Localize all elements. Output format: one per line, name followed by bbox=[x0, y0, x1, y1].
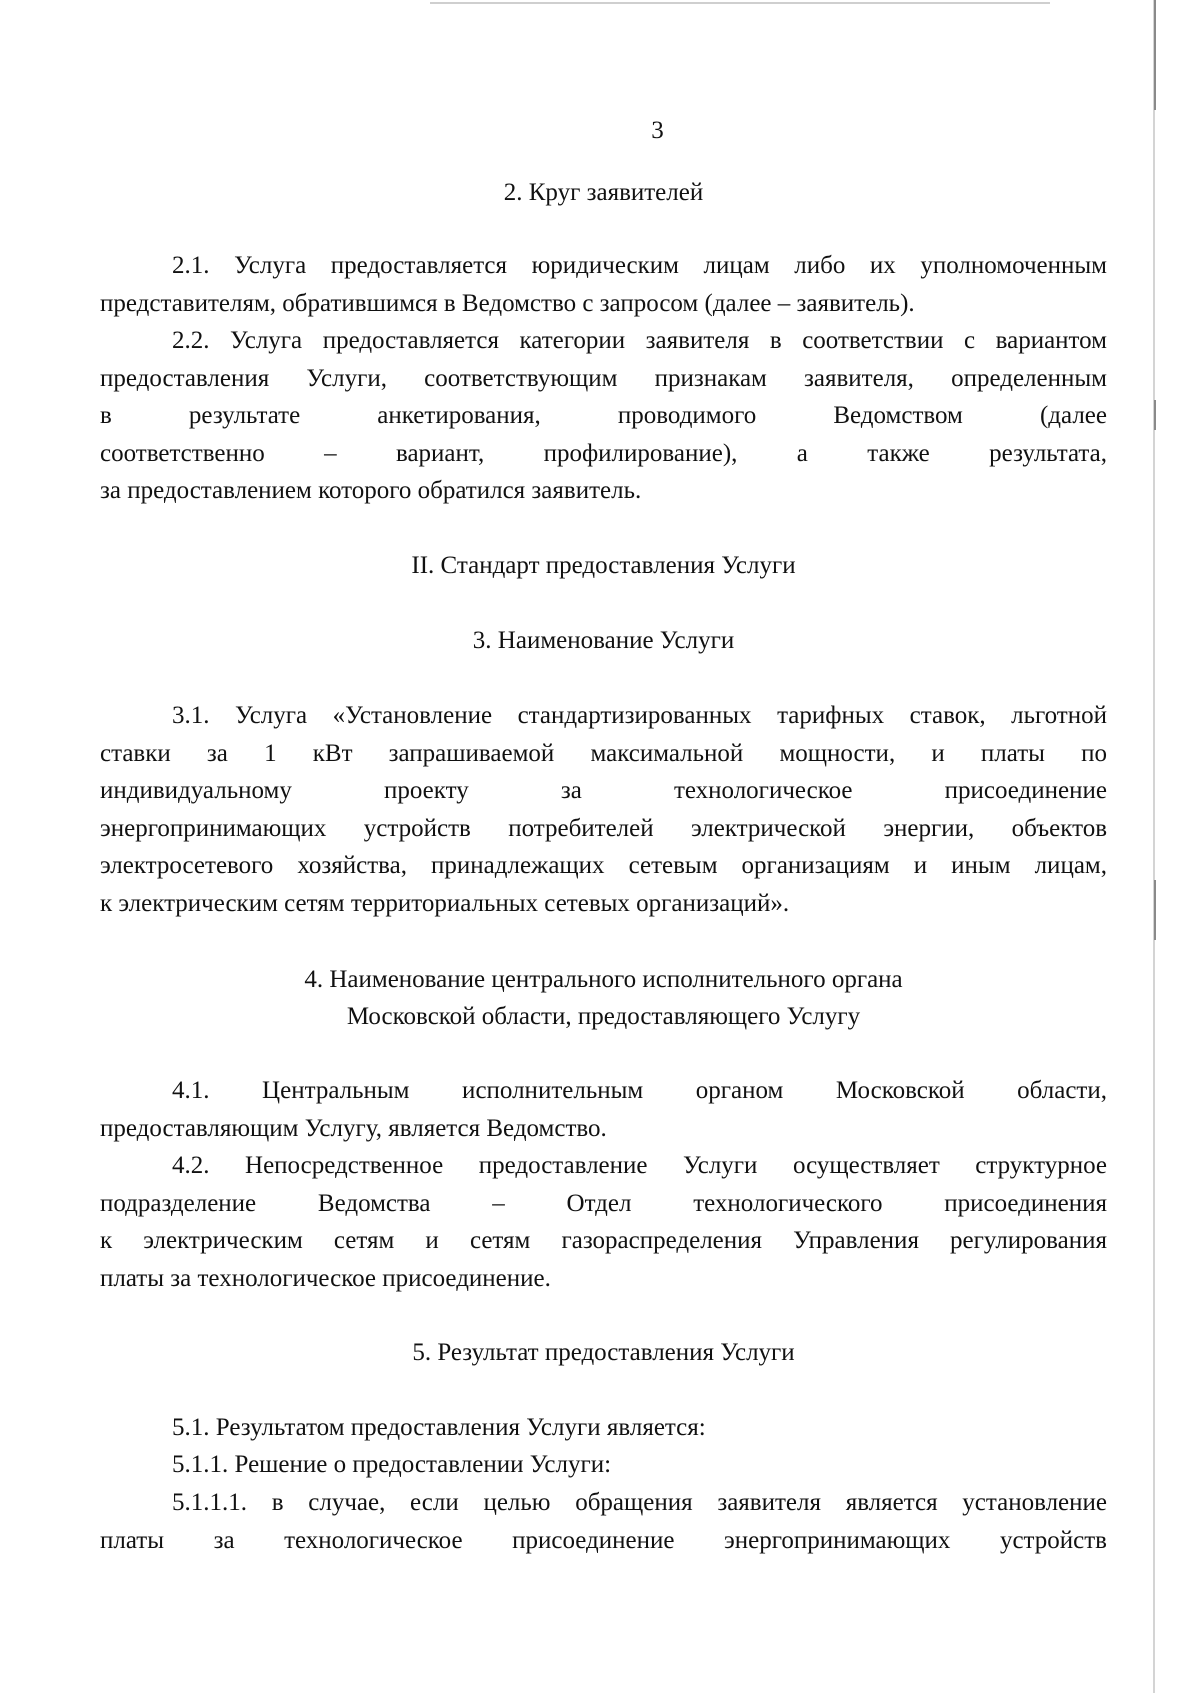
paragraph-line: представителям, обратившимся в Ведомство с запросом (далее – заявитель). bbox=[100, 289, 915, 317]
scan-artifact-right-mark bbox=[1154, 880, 1156, 940]
paragraph-5-1 bbox=[100, 1409, 1107, 1447]
paragraph-line: 4.2. Непосредственное предоставление Услуги осуществляет структурное bbox=[172, 1152, 1107, 1179]
scan-artifact-top bbox=[430, 2, 1050, 4]
scan-artifact-right-mark bbox=[1154, 0, 1156, 110]
paragraph-line: платы за технологическое присоединение энергопринимающих устройств bbox=[100, 1526, 1107, 1554]
paragraph-line: 4.1. Центральным исполнительным органом Московской области, bbox=[172, 1077, 1107, 1104]
scan-artifact-right bbox=[1153, 0, 1155, 1693]
paragraph-line: 5.1. Результатом предоставления Услуги является: bbox=[172, 1414, 706, 1441]
section-heading-5: 5. Результат предоставления Услуги bbox=[412, 1339, 795, 1366]
paragraph-4-1 bbox=[100, 1072, 1107, 1147]
paragraph-line: энергопринимающих устройств потребителей электрической энергии, объектов bbox=[100, 814, 1107, 842]
paragraph-line: подразделение Ведомства – Отдел технологического присоединения bbox=[100, 1189, 1107, 1217]
paragraph-line: 5.1.1.1. в случае, если целью обращения заявителя является установление bbox=[172, 1489, 1107, 1516]
paragraph-line: предоставляющим Услугу, является Ведомство. bbox=[100, 1114, 607, 1142]
paragraph-line: платы за технологическое присоединение. bbox=[100, 1264, 551, 1292]
paragraph-line: соответственно – вариант, профилирование), а также результата, bbox=[100, 439, 1107, 467]
paragraph-line: к электрическим сетям и сетям газораспределения Управления регулирования bbox=[100, 1227, 1107, 1254]
paragraph-line: ставки за 1 кВт запрашиваемой максимальной мощности, и платы по bbox=[100, 739, 1107, 767]
paragraph-5-1-1 bbox=[100, 1446, 1107, 1484]
page-number: 3 bbox=[651, 117, 664, 144]
section-heading-3: 3. Наименование Услуги bbox=[472, 627, 735, 654]
paragraph-line: в результате анкетирования, проводимого Ведомством (далее bbox=[100, 402, 1107, 429]
section-heading-4-line2: Московской области, предоставляющего Услугу bbox=[346, 1003, 861, 1030]
paragraph-line: 2.1. Услуга предоставляется юридическим лицам либо их уполномоченным bbox=[172, 252, 1107, 279]
paragraph-4-2 bbox=[100, 1147, 1107, 1297]
paragraph-line: электросетевого хозяйства, принадлежащих сетевым организациям и иным лицам, bbox=[100, 852, 1107, 879]
paragraph-line: 5.1.1. Решение о предоставлении Услуги: bbox=[172, 1451, 612, 1478]
paragraph-5-1-1-1 bbox=[100, 1484, 1107, 1559]
scan-artifact-right-mark bbox=[1154, 400, 1156, 430]
paragraph-line: предоставления Услуги, соответствующим признакам заявителя, определенным bbox=[100, 364, 1107, 392]
paragraph-line: индивидуальному проекту за технологическое присоединение bbox=[100, 777, 1107, 804]
paragraph-2-1 bbox=[100, 247, 1107, 322]
section-heading-2: 2. Круг заявителей bbox=[503, 179, 704, 206]
paragraph-line: 3.1. Услуга «Установление стандартизированных тарифных ставок, льготной bbox=[172, 702, 1107, 729]
paragraph-3-1 bbox=[100, 697, 1107, 922]
part-heading-II: II. Стандарт предоставления Услуги bbox=[411, 552, 796, 579]
section-heading-4-line1: 4. Наименование центрального исполнительного органа bbox=[304, 966, 903, 993]
paragraph-2-2 bbox=[100, 322, 1107, 510]
paragraph-line: 2.2. Услуга предоставляется категории заявителя в соответствии с вариантом bbox=[172, 327, 1107, 354]
paragraph-line: за предоставлением которого обратился заявитель. bbox=[100, 477, 642, 504]
paragraph-line: к электрическим сетям территориальных сетевых организаций». bbox=[100, 889, 790, 917]
